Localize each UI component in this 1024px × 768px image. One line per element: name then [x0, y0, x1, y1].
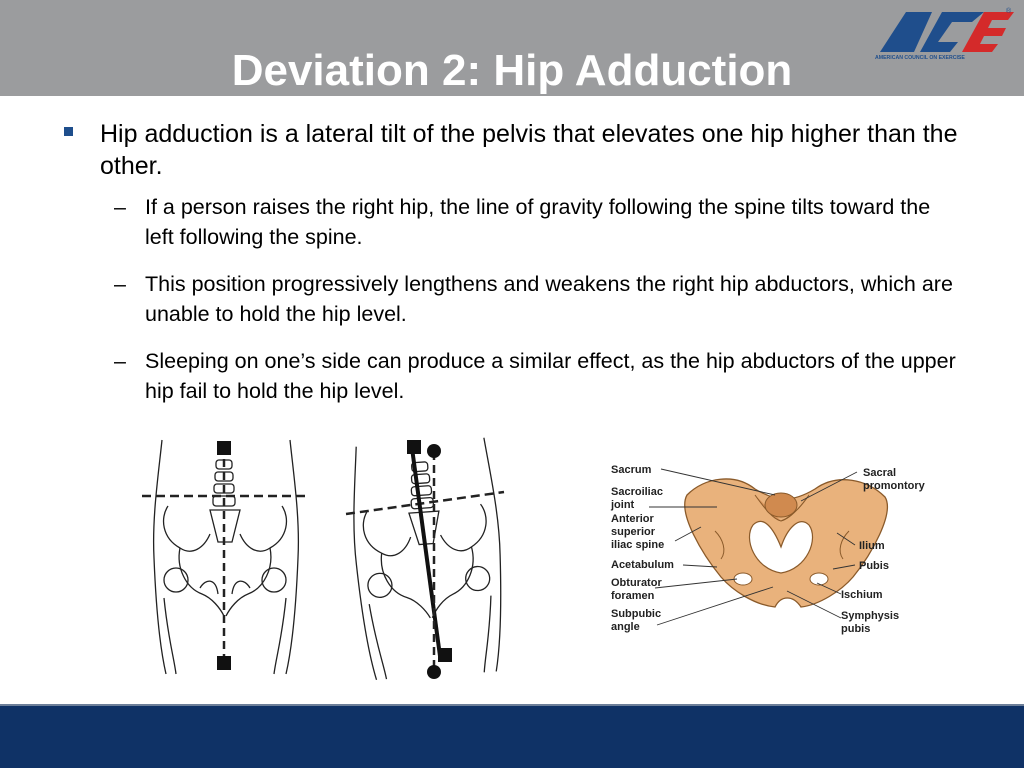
- bullet-list: [62, 118, 962, 423]
- bullet-item: [62, 118, 962, 182]
- sub-bullet-text: This position progressively lengthens and weakens the right hip abductors, which are unable to hold the hip level.: [145, 272, 953, 326]
- svg-text:promontory: promontory: [863, 480, 925, 492]
- bullet-text: Hip adduction is a lateral tilt of the pelvis that elevates one hip higher than the other.: [100, 120, 958, 180]
- svg-text:Symphysis: Symphysis: [841, 610, 900, 622]
- sub-bullet-list: [62, 192, 962, 406]
- ace-logo: [872, 6, 1014, 60]
- svg-text:superior: superior: [611, 526, 656, 538]
- svg-text:Subpubic: Subpubic: [611, 608, 662, 620]
- sub-bullet-text: If a person raises the right hip, the line of gravity following the spine tilts toward the left following the spine.: [145, 195, 931, 249]
- sub-bullet-item: [62, 269, 962, 329]
- svg-text:®: ®: [1006, 8, 1012, 15]
- level-pelvis-illustration: [140, 438, 310, 676]
- svg-text:Acetabulum: Acetabulum: [611, 559, 674, 571]
- pelvis-anatomy-diagram: [605, 455, 945, 640]
- square-bullet-icon: [64, 127, 73, 136]
- svg-text:AMERICAN COUNCIL ON EXERCISE: AMERICAN COUNCIL ON EXERCISE: [875, 55, 965, 60]
- dash-icon: –: [114, 195, 126, 219]
- dash-icon: –: [114, 349, 126, 373]
- footer-bar: [0, 706, 1024, 768]
- slide-title: Deviation 2: Hip Adduction: [231, 46, 793, 95]
- svg-text:Sacrum: Sacrum: [611, 464, 652, 476]
- svg-text:Sacral: Sacral: [863, 467, 897, 479]
- sub-bullet-text: Sleeping on one’s side can produce a similar effect, as the hip abductors of the upper hip fail to hold the hip level.: [145, 349, 956, 403]
- svg-text:Anterior: Anterior: [611, 513, 654, 525]
- svg-text:foramen: foramen: [611, 590, 655, 602]
- svg-text:Ilium: Ilium: [859, 540, 885, 552]
- svg-text:joint: joint: [611, 499, 635, 511]
- dash-icon: –: [114, 272, 126, 296]
- svg-text:angle: angle: [611, 621, 640, 633]
- sub-bullet-item: [62, 192, 962, 252]
- svg-text:Obturator: Obturator: [611, 577, 662, 589]
- svg-text:iliac spine: iliac spine: [611, 539, 665, 551]
- svg-text:pubis: pubis: [841, 623, 871, 635]
- tilted-pelvis-illustration: [342, 436, 512, 682]
- sub-bullet-item: [62, 346, 962, 406]
- svg-text:Ischium: Ischium: [841, 589, 883, 601]
- svg-text:Pubis: Pubis: [859, 560, 889, 572]
- svg-text:Sacroiliac: Sacroiliac: [611, 486, 663, 498]
